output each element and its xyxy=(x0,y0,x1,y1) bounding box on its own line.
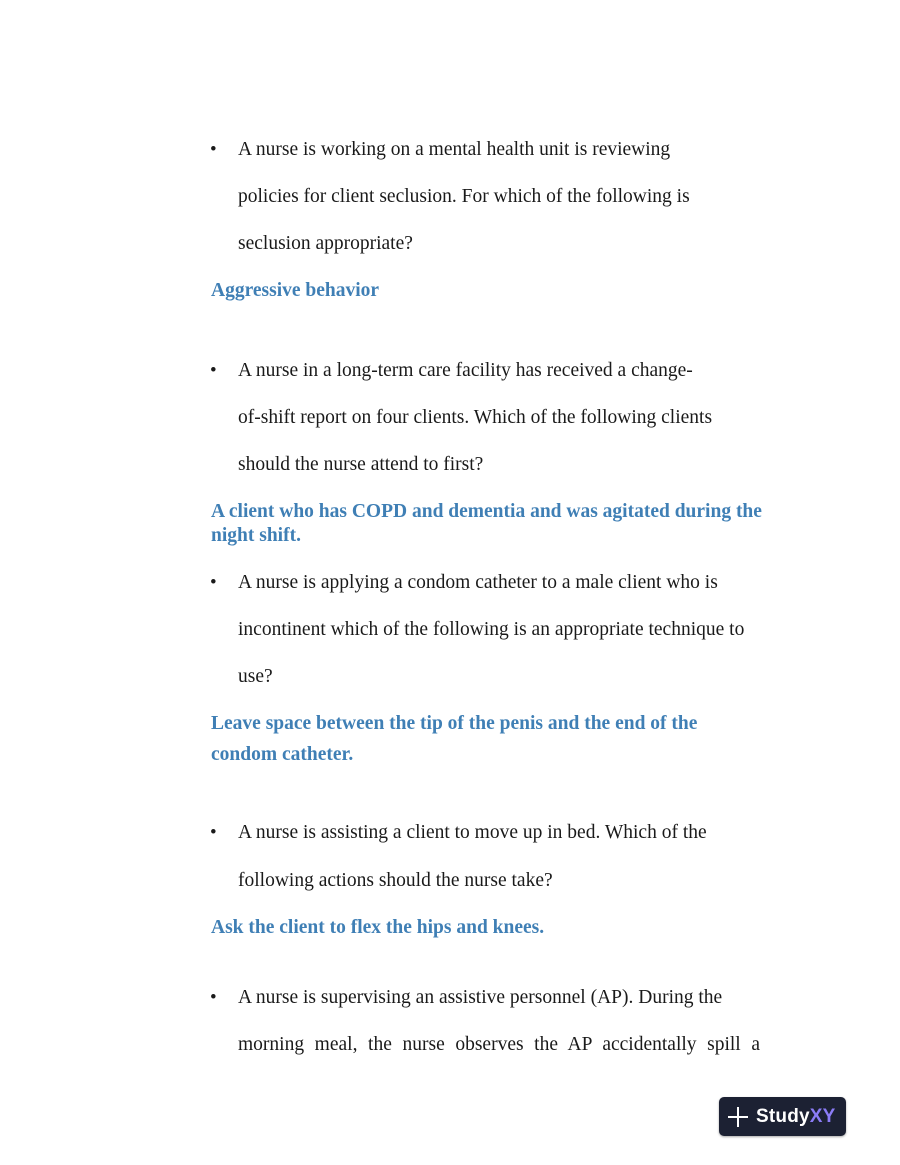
studyxy-logo-badge[interactable] xyxy=(719,1097,846,1136)
question-text-line: A nurse is applying a condom catheter to a male client who is xyxy=(238,572,718,593)
logo-text-main: Study xyxy=(756,1105,810,1127)
answer-text: Ask the client to flex the hips and knees. xyxy=(211,917,545,938)
question-text-line: morning meal, the nurse observes the AP accidentally spill a xyxy=(238,1034,760,1055)
question-text-line: incontinent which of the following is an appropriate technique to xyxy=(238,619,745,640)
logo-text xyxy=(756,1106,836,1128)
question-text-line: following actions should the nurse take? xyxy=(238,870,553,891)
question-text-line: A nurse in a long-term care facility has received a change- xyxy=(238,360,693,381)
question-text-line: of-shift report on four clients. Which of the following clients xyxy=(238,407,713,428)
bullet-marker: • xyxy=(210,987,217,1008)
bullet-marker: • xyxy=(210,360,217,381)
question-text-line: should the nurse attend to first? xyxy=(238,454,484,475)
question-text-line: A nurse is supervising an assistive personnel (AP). During the xyxy=(238,987,723,1008)
logo-text-accent: XY xyxy=(809,1105,836,1127)
bullet-marker: • xyxy=(210,139,217,160)
question-text-line: policies for client seclusion. For which of the following is xyxy=(238,186,690,207)
question-text-line: seclusion appropriate? xyxy=(238,233,413,254)
bullet-marker: • xyxy=(210,572,217,593)
plus-icon xyxy=(728,1107,748,1127)
question-text-line: A nurse is working on a mental health unit is reviewing xyxy=(238,139,671,160)
answer-text: night shift. xyxy=(211,525,301,546)
question-text-line: use? xyxy=(238,666,273,687)
bullet-marker: • xyxy=(210,822,217,843)
question-text-line: A nurse is assisting a client to move up in bed. Which of the xyxy=(238,822,707,843)
answer-text: condom catheter. xyxy=(211,744,354,765)
answer-text: Leave space between the tip of the penis and the end of the xyxy=(211,713,698,734)
answer-text: A client who has COPD and dementia and was agitated during the xyxy=(211,501,762,522)
answer-text: Aggressive behavior xyxy=(211,280,380,301)
